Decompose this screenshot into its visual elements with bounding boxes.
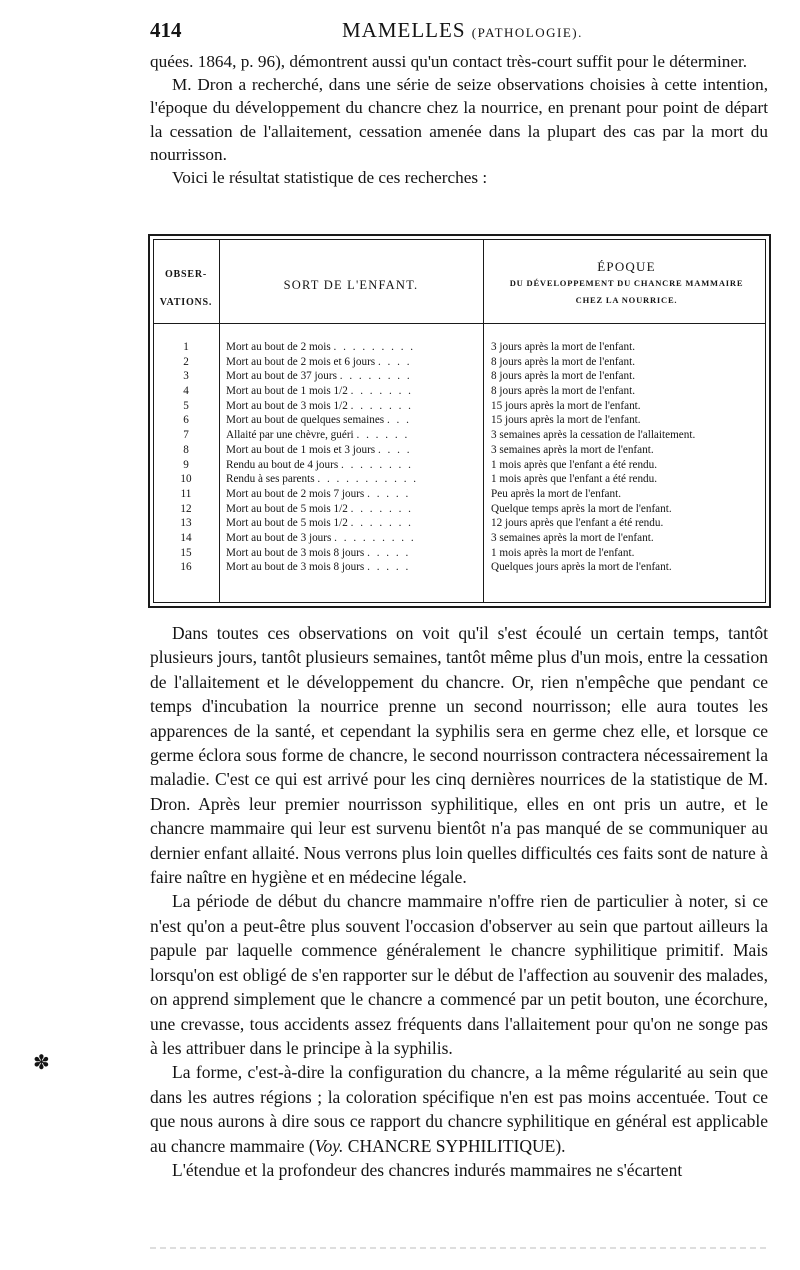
row-sort [226, 340, 481, 355]
row-epoque: 3 semaines après la mort de l'enfant. [491, 443, 654, 456]
row-leader-dots: . . . . . . . [350, 502, 413, 515]
row-number: 14 [180, 531, 192, 544]
running-title-main: MAMELLES [342, 18, 466, 42]
row-sort-text: Rendu à ses parents [226, 473, 315, 486]
row-sort-text: Mort au bout de 3 mois 8 jours [226, 546, 365, 559]
row-leader-dots: . . . . [377, 443, 412, 456]
table-row [154, 355, 765, 370]
row-number: 15 [180, 546, 192, 559]
row-number: 8 [183, 443, 189, 456]
row-sort [226, 472, 481, 487]
row-number: 9 [183, 458, 189, 471]
body-paragraph-3-a: La forme, c'est-à-dire la configuration du chancre, a la même régularité au sein que dans les autres régions ; la coloration spécifique n'en est pas moins accentuée. Tout ce que nous aurons à dire sous ce rapport du chancre syphilitique en général est applicable au chancre mammaire ( [150, 1062, 768, 1156]
header-epoque-sub2: CHEZ LA NOURRICE. [575, 295, 678, 305]
row-sort-text: Rendu au bout de 4 jours [226, 458, 339, 471]
table-row [154, 472, 765, 487]
header-epoque-sub1: DU DÉVELOPPEMENT DU CHANCRE MAMMAIRE [509, 278, 744, 288]
row-leader-dots: . . . [386, 414, 411, 427]
row-number: 5 [183, 399, 189, 412]
table-row [154, 443, 765, 458]
row-leader-dots: . . . . . . . . . [334, 531, 416, 544]
table-row [154, 458, 765, 473]
header-observations [154, 261, 218, 317]
row-sort-text: Mort au bout de 37 jours [226, 370, 337, 383]
table-row [154, 546, 765, 561]
row-sort-text: Mort au bout de 3 jours [226, 531, 332, 544]
row-epoque: Peu après la mort de l'enfant. [491, 487, 622, 500]
row-leader-dots: . . . . . . . [350, 517, 413, 530]
table-row [154, 413, 765, 428]
row-epoque: 8 jours après la mort de l'enfant. [491, 370, 635, 383]
row-epoque: 8 jours après la mort de l'enfant. [491, 385, 635, 398]
row-epoque: 12 jours après que l'enfant a été rendu. [491, 517, 664, 530]
row-sort [226, 369, 481, 384]
intro-paragraph-1: quées. 1864, p. 96), démontrent aussi qu'un contact très-court suffit pour le déterminer. [150, 52, 748, 71]
row-number: 13 [180, 517, 192, 530]
bleed-through-line [150, 1247, 770, 1249]
voy-abbrev: Voy. [314, 1135, 344, 1156]
row-sort [226, 384, 481, 399]
header-observations-line2: VATIONS. [159, 297, 213, 308]
header-sort: SORT DE L'ENFANT. [283, 278, 419, 292]
table-row [154, 384, 765, 399]
body-paragraph-3 [150, 1060, 768, 1158]
row-sort-text: Mort au bout de 3 mois 1/2 [226, 399, 348, 412]
body-text [150, 621, 768, 1182]
row-number: 7 [183, 429, 189, 442]
row-sort-text: Mort au bout de quelques semaines [226, 414, 385, 427]
header-epoque-title: ÉPOQUE [597, 259, 656, 274]
row-sort [226, 399, 481, 414]
row-epoque: 3 jours après la mort de l'enfant. [491, 341, 635, 353]
row-sort [226, 516, 481, 531]
row-epoque: 3 semaines après la mort de l'enfant. [491, 531, 654, 544]
row-number: 1 [183, 341, 189, 353]
row-epoque: 8 jours après la mort de l'enfant. [491, 355, 635, 368]
row-sort [226, 413, 481, 428]
running-title-sub: (PATHOLOGIE). [471, 25, 583, 40]
row-leader-dots: . . . . . . . . . [333, 341, 416, 353]
header-observations-line1: OBSER- [164, 269, 208, 280]
table-row [154, 369, 765, 384]
intro-paragraph-3: Voici le résultat statistique de ces recherches : [172, 168, 488, 188]
row-epoque: Quelques jours après la mort de l'enfant. [491, 561, 672, 574]
row-leader-dots: . . . . . . . [350, 399, 413, 412]
row-number: 2 [183, 355, 189, 368]
row-number: 4 [183, 385, 189, 398]
row-number: 3 [183, 370, 189, 383]
row-sort-text: Mort au bout de 3 mois 8 jours [226, 561, 365, 574]
row-epoque: 15 jours après la mort de l'enfant. [491, 399, 641, 412]
table-row [154, 560, 765, 575]
row-leader-dots: . . . . . . . . . . . [317, 473, 419, 486]
body-paragraph-2: La période de début du chancre mammaire n'offre rien de particulier à noter, si ce n'est qu'on a peut-être plus souvent l'occasion d'observer au sein que partout ailleurs la papule par laquelle commence généralement le chancre syphilitique primitif. Mais lorsqu'on est obligé de s'en rapporter sur le début de l'affection au souvenir des malades, on apprend simplement que le chancre a commencé par un petit bouton, une écorchure, une crevasse, tous accidents assez fréquents dans l'allaitement pour qu'on ne songe pas à les attribuer dans le principe à la syphilis. [150, 891, 768, 1058]
row-sort-text: Mort au bout de 2 mois [226, 341, 331, 353]
row-leader-dots: . . . . [377, 355, 412, 368]
row-epoque: Quelque temps après la mort de l'enfant. [491, 502, 672, 515]
row-sort [226, 502, 481, 517]
row-sort [226, 443, 481, 458]
row-leader-dots: . . . . . [367, 487, 411, 500]
running-header [150, 18, 770, 46]
body-paragraph-1: Dans toutes ces observations on voit qu'il s'est écoulé un certain temps, tantôt plusieurs jours, tantôt plusieurs semaines, tantôt même plus d'un mois, entre la cessation de l'allaitement et le développement du chancre. Or, rien n'empêche que pendant ce temps d'incubation la nourrice prenne un second nourrisson; elle aura toutes les apparences de la santé, et cependant la syphilis sera en germe chez elle, et lorsque ce germe éclora sous forme de chancre, le second nourrisson contractera nécessairement la maladie. C'est ce qui est arrivé pour les cinq dernières nourrices de la statistique de M. Dron. Après leur premier nourrisson syphilitique, elles en ont pris un autre, et le chancre mammaire qui leur est survenu bientôt n'a pas manqué de se communiquer au dernier enfant allaité. Nous verrons plus loin quelles difficultés ces faits sont de nature à faire naître en hygiène et en médecine légale. [150, 623, 768, 888]
row-sort [226, 531, 481, 546]
table-row [154, 428, 765, 443]
body-paragraph-3-b: ). [555, 1135, 566, 1156]
row-sort-text: Mort au bout de 5 mois 1/2 [226, 517, 348, 530]
row-sort-text: Mort au bout de 2 mois et 6 jours [226, 355, 376, 368]
table-row [154, 487, 765, 502]
row-sort-text: Mort au bout de 2 mois 7 jours [226, 487, 365, 500]
row-number: 11 [180, 487, 192, 500]
row-number: 6 [183, 414, 189, 427]
row-number: 16 [180, 561, 192, 574]
table-row [154, 399, 765, 414]
body-paragraph-4: L'étendue et la profondeur des chancres indurés mammaires ne s'écartent [172, 1159, 683, 1180]
row-epoque: 1 mois après la mort de l'enfant. [491, 546, 635, 559]
table-row [154, 531, 765, 546]
row-number: 12 [180, 502, 192, 515]
row-sort-text: Mort au bout de 5 mois 1/2 [226, 502, 348, 515]
statistics-table [148, 234, 771, 608]
table-body [154, 340, 765, 575]
row-leader-dots: . . . . . . . [350, 385, 413, 398]
running-title [342, 18, 583, 43]
row-sort-text: Allaité par une chèvre, guéri [226, 429, 354, 442]
row-epoque: 1 mois après que l'enfant a été rendu. [491, 473, 658, 486]
row-leader-dots: . . . . . . [356, 429, 410, 442]
cross-reference: CHANCRE SYPHILITIQUE [343, 1135, 556, 1156]
row-sort [226, 355, 481, 370]
row-leader-dots: . . . . . [367, 561, 411, 574]
row-leader-dots: . . . . . . . . [339, 370, 412, 383]
row-sort [226, 428, 481, 443]
row-leader-dots: . . . . . [367, 546, 411, 559]
page-number: 414 [150, 18, 182, 42]
row-sort [226, 458, 481, 473]
row-leader-dots: . . . . . . . . [340, 458, 413, 471]
margin-mark: ✽ [33, 1052, 50, 1074]
row-number: 10 [180, 473, 192, 486]
row-sort-text: Mort au bout de 1 mois et 3 jours [226, 443, 376, 456]
intro-paragraph-2: M. Dron a recherché, dans une série de seize observations choisies à cette intention, l'époque du développement du chancre chez la nourrice, en prenant pour point de départ la cessation de l'allaitement, cessation amenée dans la plupart des cas par la mort du nourrisson. [150, 75, 768, 164]
row-sort [226, 546, 481, 561]
row-epoque: 3 semaines après la cessation de l'allaitement. [491, 429, 696, 442]
table-row [154, 502, 765, 517]
header-epoque [484, 258, 769, 309]
table-row [154, 516, 765, 531]
row-sort-text: Mort au bout de 1 mois 1/2 [226, 385, 348, 398]
header-divider [153, 323, 766, 324]
row-sort [226, 487, 481, 502]
row-sort [226, 560, 481, 575]
table-row [154, 340, 765, 355]
row-epoque: 1 mois après que l'enfant a été rendu. [491, 458, 658, 471]
row-epoque: 15 jours après la mort de l'enfant. [491, 414, 641, 427]
intro-text [150, 50, 768, 189]
